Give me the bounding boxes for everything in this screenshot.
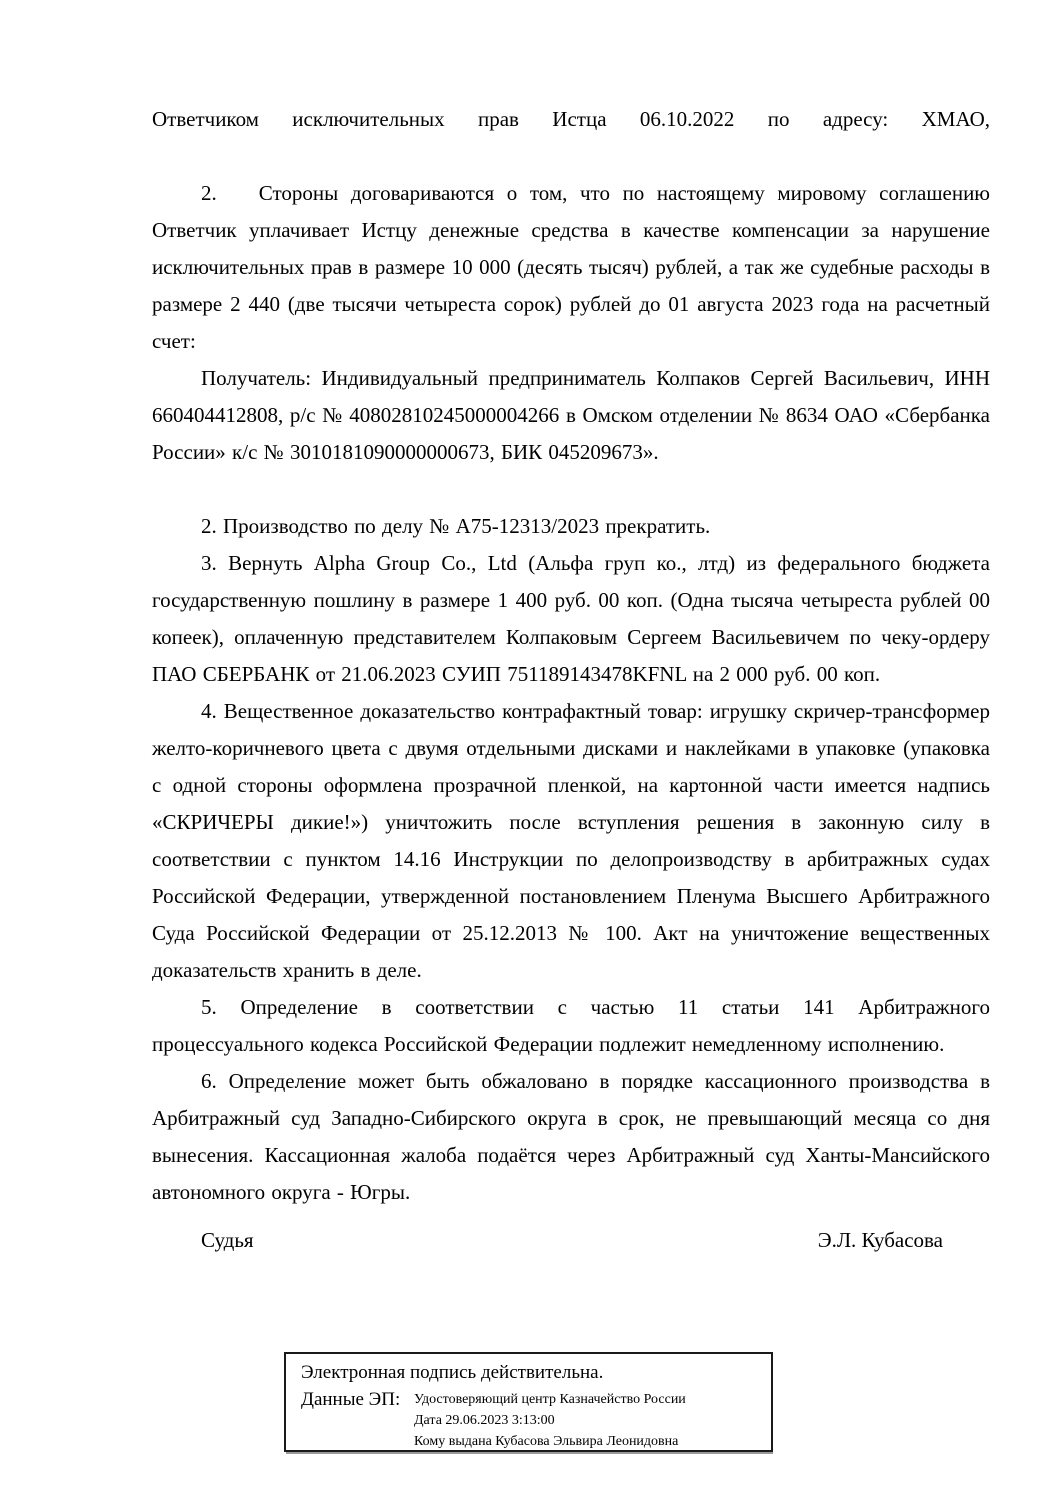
judge-name: Э.Л. Кубасова — [817, 1228, 943, 1252]
paragraph-settlement-terms: 2. Стороны договариваются о том, что по настоящему мировому соглашению Ответчик уплачивает Истцу денежные средства в качестве компенсации за нарушение исключительных прав в размере 10 000 (десять тысяч) рублей, а так же судебные расходы в размере 2 440 (две тысячи четыреста сорок) рублей до 01 августа 2023 года на расчетный счет: — [152, 181, 990, 353]
paragraph-evidence-destruction: 4. Вещественное доказательство контрафактный товар: игрушку скричер-трансформер желто-коричневого цвета с двумя отдельными дисками и наклейками в упаковке (упаковка с одной стороны оформлена прозрачной пленкой, на картонной части имеется надпись «СКРИЧЕРЫ дикие!») уничтожить после вступления решения в законную силу в соответствии с пунктом 14.16 Инструкции по делопроизводству в арбитражных судах Российской Федерации, утвержденной постановлением Пленума Высшего Арбитражного Суда Российской Федерации от 25.12.2013 № 100. Акт на уничтожение вещественных доказательств хранить в деле. — [152, 699, 990, 982]
document-body — [152, 101, 990, 1259]
esign-details — [414, 1389, 686, 1452]
esign-issued-to: Кому выдана Кубасова Эльвира Леонидовна — [414, 1434, 679, 1449]
paragraph-continuation: Ответчиком исключительных прав Истца 06.10.2022 по адресу: ХМАО, — [152, 107, 990, 131]
esign-data-label: Данные ЭП: — [301, 1389, 401, 1410]
esign-date: Дата 29.06.2023 3:13:00 — [414, 1413, 555, 1428]
esign-data-row — [301, 1389, 761, 1452]
signature-row — [152, 1222, 990, 1259]
paragraph-appeal-procedure: 6. Определение может быть обжаловано в порядке кассационного производства в Арбитражный суд Западно-Сибирского округа в срок, не превышающий месяца со дня вынесения. Кассационная жалоба подаётся через Арбитражный суд Ханты-Мансийского автономного округа - Югры. — [152, 1069, 990, 1204]
paragraph-case-termination: 2. Производство по делу № А75-12313/2023 прекратить. — [201, 514, 711, 538]
judge-title-label: Судья — [201, 1228, 254, 1252]
esign-certifying-authority: Удостоверяющий центр Казначейство России — [414, 1392, 686, 1407]
esign-validity-text: Электронная подпись действительна. — [301, 1362, 604, 1383]
electronic-signature-stamp — [284, 1352, 773, 1452]
paragraph-payee-details: Получатель: Индивидуальный предприниматель Колпаков Сергей Васильевич, ИНН 660404412808, р/с № 40802810245000004266 в Омском отделении № 8634 ОАО «Сбербанка России» к/с № 3010181090000000673, БИК 045209673». — [152, 366, 990, 464]
paragraph-immediate-execution: 5. Определение в соответствии с частью 11 статьи 141 Арбитражного процессуального кодекса Российской Федерации подлежит немедленному исполнению. — [152, 995, 990, 1056]
paragraph-fee-refund: 3. Вернуть Alpha Group Co., Ltd (Альфа груп ко., лтд) из федерального бюджета государственную пошлину в размере 1 400 руб. 00 коп. (Одна тысяча четыреста рублей 00 копеек), оплаченную представителем Колпаковым Сергеем Васильевичем по чеку-ордеру ПАО СБЕРБАНК от 21.06.2023 СУИП 751189143478KFNL на 2 000 руб. 00 коп. — [152, 551, 990, 686]
